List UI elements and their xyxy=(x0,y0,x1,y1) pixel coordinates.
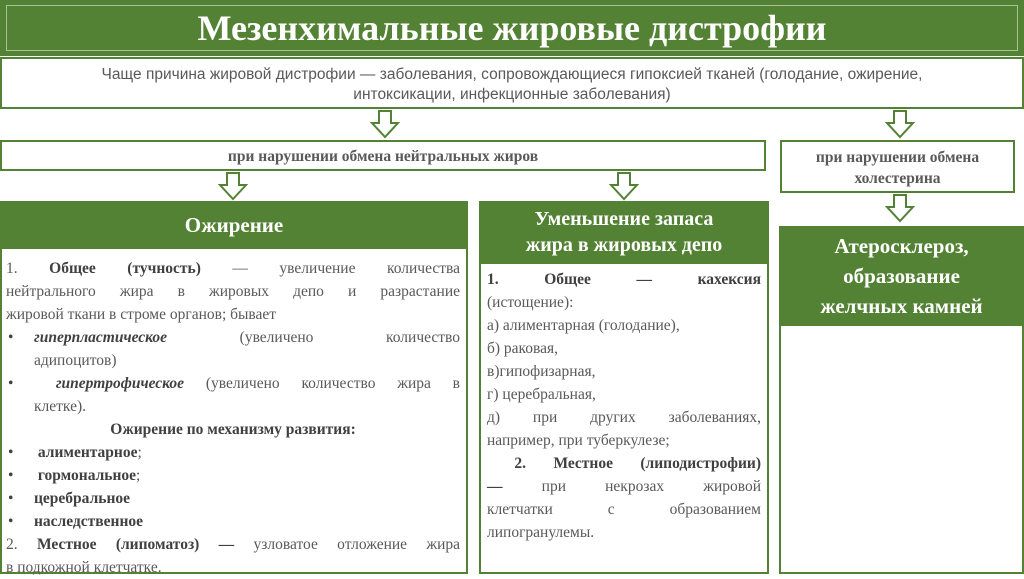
list-item: в)гипофизарная, xyxy=(487,363,596,380)
list-item-mechanism xyxy=(6,441,460,464)
arrow-down-icon xyxy=(218,172,248,200)
neutral-fats-box xyxy=(0,140,766,171)
hyperplastic-line-1 xyxy=(34,326,460,349)
cholesterol-box xyxy=(780,140,1015,193)
reduction-body xyxy=(479,264,769,574)
hypertrophic-line-1 xyxy=(34,372,460,395)
list-item: например, при туберкулезе; xyxy=(487,432,670,449)
mechanism-term: наследственное xyxy=(34,513,144,530)
list-item: д) при других заболеваниях, xyxy=(487,409,761,426)
arrow-down-icon xyxy=(370,110,400,138)
obesity-body xyxy=(0,249,468,574)
mechanism-suffix: ; xyxy=(137,444,142,461)
obesity-general-term: Общее (тучность) xyxy=(49,260,201,277)
obesity-general-text: — увеличение количества xyxy=(200,260,461,277)
list-item: г) церебральная, xyxy=(487,386,596,403)
hyperplastic-term: гиперпластическое xyxy=(34,329,168,346)
list-item: а) алиментарная (голодание), xyxy=(487,317,680,334)
arrow-down-icon xyxy=(885,194,915,222)
atherosclerosis-line-1: Атеросклероз, xyxy=(834,234,969,258)
reduction-local-text-1: — при некрозах жировой xyxy=(487,478,761,495)
mechanism-term: церебральное xyxy=(34,490,131,507)
atherosclerosis-line-2: образование xyxy=(843,264,960,288)
reduction-local-line xyxy=(487,452,761,475)
title-frame xyxy=(6,5,1018,51)
page-title: Мезенхимальные жировые дистрофии xyxy=(197,8,827,48)
hyperplastic-line-2: адипоцитов) xyxy=(34,352,117,369)
dash: — xyxy=(636,271,652,288)
hyperplastic-text: (увеличено количество xyxy=(239,329,461,346)
obesity-general-line-2: нейтрального жира в жировых депо и разрастание xyxy=(6,283,460,300)
item-number: 1. xyxy=(487,271,499,288)
obesity-header-label: Ожирение xyxy=(184,213,284,237)
hypertrophic-term: гипертрофическое xyxy=(55,375,185,392)
obesity-local-term: Местное (липоматоз) — xyxy=(36,536,235,553)
reduction-general-term: Общее xyxy=(544,271,591,288)
reduction-header-line-1: Уменьшение запаса xyxy=(534,208,714,230)
cholesterol-line-2: холестерина xyxy=(854,170,941,187)
obesity-general-line-3: жировой ткани в строме органов; бывает xyxy=(6,306,277,323)
cause-line-2: интоксикации, инфекционные заболевания) xyxy=(353,86,671,103)
atherosclerosis-header xyxy=(779,226,1024,326)
obesity-local-line-1 xyxy=(6,533,460,556)
reduction-header xyxy=(479,201,769,264)
list-item-hypertrophic xyxy=(6,372,460,418)
reduction-local-term: 2. Местное (липодистрофии) xyxy=(514,455,761,472)
reduction-general-line xyxy=(487,268,761,291)
reduction-local-text-2: клетчатки с образованием xyxy=(487,501,761,518)
mechanism-title xyxy=(6,418,460,441)
obesity-local-text: узловатое отложение жира xyxy=(234,536,460,553)
list-item-mechanism xyxy=(6,510,460,533)
arrow-down-icon xyxy=(885,110,915,138)
neutral-fats-label: при нарушении обмена нейтральных жиров xyxy=(227,148,539,165)
hypertrophic-text: (увеличено количество жира в xyxy=(184,375,461,392)
cholesterol-line-1: при нарушении обмена xyxy=(815,149,980,166)
arrow-down-icon xyxy=(609,172,639,200)
atherosclerosis-body xyxy=(779,326,1024,574)
list-item-mechanism xyxy=(6,487,460,510)
mechanism-suffix: ; xyxy=(136,467,141,484)
obesity-header xyxy=(0,201,468,249)
mechanism-term: гормональное xyxy=(37,467,137,484)
cause-box xyxy=(0,57,1024,109)
dash: — xyxy=(487,478,503,495)
reduction-local-text-3: липогранулемы. xyxy=(487,524,595,541)
obesity-general-line-1 xyxy=(6,257,460,280)
slide-title-bar xyxy=(0,0,1024,59)
mechanism-title-text: Ожирение по механизму развития: xyxy=(110,421,356,438)
obesity-local-line-2: в подкожной клетчатке. xyxy=(6,559,162,576)
item-number: 1. xyxy=(6,260,18,277)
hypertrophic-line-2: клетке). xyxy=(34,398,86,415)
reduction-exhaustion: (истощение): xyxy=(487,294,574,311)
reduction-header-line-2: жира в жировых депо xyxy=(525,234,723,256)
cachexia-term: кахексия xyxy=(697,271,761,288)
item-number: 2. xyxy=(6,536,18,553)
list-item: б) раковая, xyxy=(487,340,559,357)
cause-line-1: Чаще причина жировой дистрофии — заболевания, сопровождающиеся гипоксией тканей (голодание, ожирение, xyxy=(101,66,923,83)
mechanism-term: алиментарное xyxy=(37,444,138,461)
list-item-hyperplastic xyxy=(6,326,460,372)
atherosclerosis-line-3: желчных камней xyxy=(820,294,983,318)
list-item-mechanism xyxy=(6,464,460,487)
